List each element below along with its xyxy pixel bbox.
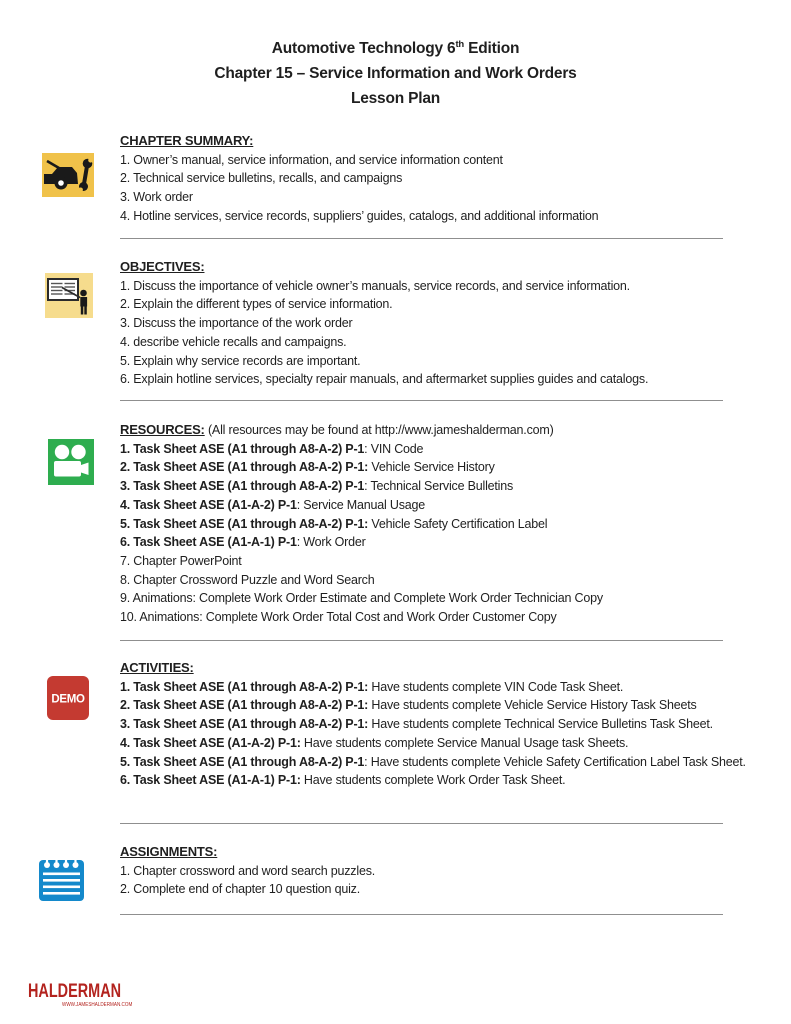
instructor-presentation-icon <box>45 273 93 323</box>
list-item: 5. Explain why service records are important. <box>120 353 361 368</box>
list-item: 9. Animations: Complete Work Order Estimate and Complete Work Order Technician Copy <box>120 591 603 606</box>
section-divider <box>120 400 723 401</box>
list-item: 3. Task Sheet ASE (A1 through A8-A-2) P-1: Technical Service Bulletins <box>120 479 514 494</box>
section-item-list <box>120 277 782 389</box>
section-item-list <box>120 440 782 627</box>
section-activities <box>120 659 782 790</box>
logo-tagline: WWW.JAMESHALDERMAN.COM <box>62 1001 133 1008</box>
list-item: 3. Task Sheet ASE (A1 through A8-A-2) P-1: Have students complete Technical Service Bulletins Task Sheet. <box>120 717 713 732</box>
list-item: 2. Complete end of chapter 10 question quiz. <box>120 882 360 897</box>
list-item: 1. Owner’s manual, service information, and service information content <box>120 152 503 167</box>
title-line-1: Automotive Technology 6th Edition <box>271 39 520 58</box>
list-item: 5. Task Sheet ASE (A1 through A8-A-2) P-1: Vehicle Safety Certification Label <box>120 516 548 531</box>
list-item: 8. Chapter Crossword Puzzle and Word Search <box>120 572 375 587</box>
list-item: 2. Technical service bulletins, recalls, and campaigns <box>120 171 403 186</box>
list-item: 4. describe vehicle recalls and campaigns. <box>120 334 347 349</box>
list-item: 2. Task Sheet ASE (A1 through A8-A-2) P-1: Have students complete Vehicle Service History Task Sheets <box>120 698 697 713</box>
section-resources <box>120 421 782 627</box>
demo-badge-icon <box>47 676 89 725</box>
list-item: 4. Hotline services, service records, suppliers’ guides, catalogs, and additional information <box>120 208 599 223</box>
section-divider <box>120 823 723 824</box>
list-item: 1. Discuss the importance of vehicle owner’s manuals, service records, and service information. <box>120 278 630 293</box>
list-item: 7. Chapter PowerPoint <box>120 553 242 568</box>
notepad-icon <box>39 853 84 906</box>
logo-wordmark: HALDERMAN <box>28 981 122 1002</box>
section-item-list <box>120 678 782 790</box>
section-assignments <box>120 843 782 899</box>
list-item: 1. Task Sheet ASE (A1 through A8-A-2) P-1: VIN Code <box>120 441 424 456</box>
list-item: 6. Task Sheet ASE (A1-A-1) P-1: Work Order <box>120 535 366 550</box>
list-item: 1. Task Sheet ASE (A1 through A8-A-2) P-1: Have students complete VIN Code Task Sheet. <box>120 679 624 694</box>
section-item-list <box>120 862 782 899</box>
document-title <box>0 32 791 111</box>
list-item: 4. Task Sheet ASE (A1-A-2) P-1: Have students complete Service Manual Usage task Sheets. <box>120 735 629 750</box>
section-heading: CHAPTER SUMMARY: <box>120 133 254 148</box>
list-item: 5. Task Sheet ASE (A1 through A8-A-2) P-1: Have students complete Vehicle Safety Certification Label Task Sheet. <box>120 754 746 769</box>
section-item-list <box>120 151 782 226</box>
list-item: 3. Discuss the importance of the work order <box>120 316 353 331</box>
list-item: 3. Work order <box>120 190 193 205</box>
resources-note: (All resources may be found at http://www.jameshalderman.com) <box>207 423 554 437</box>
section-heading: ASSIGNMENTS: <box>120 844 218 859</box>
demo-label: DEMO <box>51 693 85 706</box>
list-item: 6. Explain hotline services, specialty repair manuals, and aftermarket supplies guides and catalogs. <box>120 372 649 387</box>
superscript-th: th <box>455 39 465 50</box>
section-divider <box>120 238 723 239</box>
car-repair-icon <box>42 153 94 202</box>
section-divider <box>120 914 723 915</box>
section-heading: OBJECTIVES: <box>120 259 205 274</box>
title-line-3: Lesson Plan <box>350 90 441 108</box>
video-camera-icon <box>48 439 94 490</box>
section-objectives <box>120 258 782 389</box>
section-chapter-summary <box>120 132 782 226</box>
title-line-2: Chapter 15 – Service Information and Work Orders <box>214 65 577 83</box>
halderman-logo <box>28 982 138 1008</box>
section-heading: RESOURCES: (All resources may be found at http://www.jameshalderman.com) <box>120 422 554 437</box>
list-item: 1. Chapter crossword and word search puzzles. <box>120 863 376 878</box>
list-item: 6. Task Sheet ASE (A1-A-1) P-1: Have students complete Work Order Task Sheet. <box>120 773 566 788</box>
list-item: 4. Task Sheet ASE (A1-A-2) P-1: Service Manual Usage <box>120 497 426 512</box>
section-heading: ACTIVITIES: <box>120 660 194 675</box>
section-divider <box>120 640 723 641</box>
list-item: 10. Animations: Complete Work Order Total Cost and Work Order Customer Copy <box>120 610 557 625</box>
list-item: 2. Task Sheet ASE (A1 through A8-A-2) P-1: Vehicle Service History <box>120 460 495 475</box>
list-item: 2. Explain the different types of service information. <box>120 297 393 312</box>
